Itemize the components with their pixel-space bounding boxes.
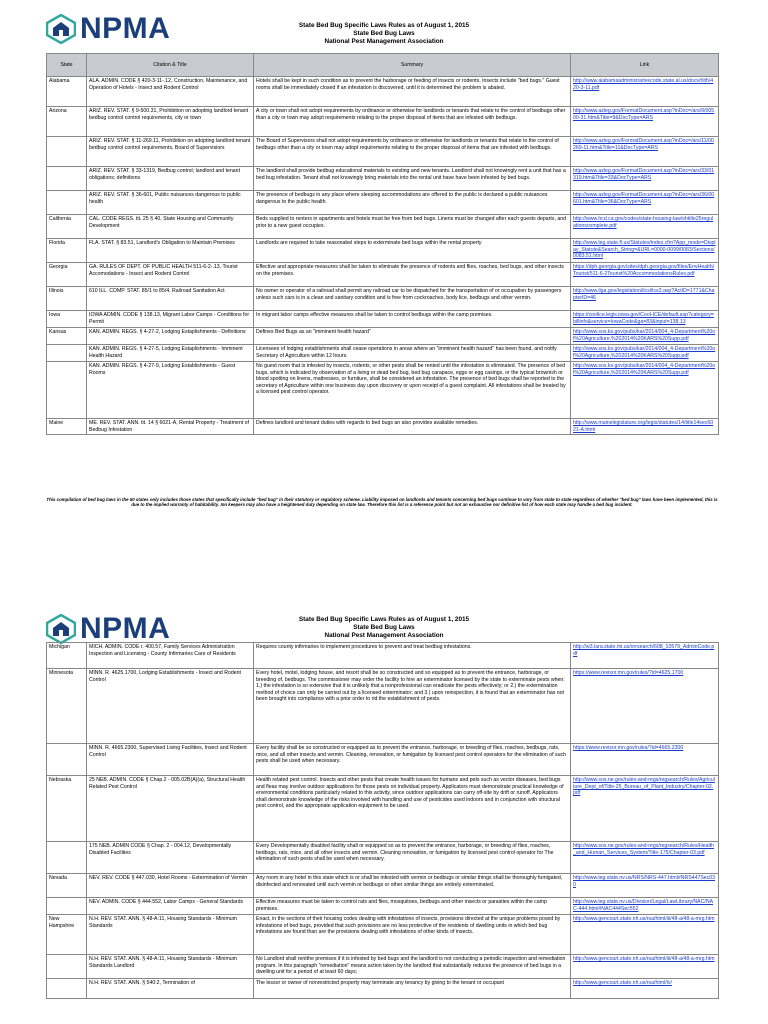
summary-cell: Requires county infirmaries to implement procedures to prevent and treat bedbug infestations. xyxy=(254,643,571,669)
summary-cell: No guest room that is infested by insects, rodents, or other pests shall be rented until the infestation is eliminated. The presence of bed bugs, which is indicated by observation of a living or dead bed bug, bed bug carapace, eggs or egg casings, or the typical brownish or blood spotting on linens, mattresses, or furniture, shall be considered an infestation. The presence of bed bugs shall be reported to the secretary of Agriculture within one business day upon discovery or upon receipt of a guest complaint. All infestations shall be treated by a licensed pest control operator. xyxy=(254,362,571,419)
table-row xyxy=(47,898,719,915)
link-cell[interactable]: http://www.leg.state.nv.us/NRS/NRS-447.html#NRS447Sec030 xyxy=(571,874,719,898)
state-cell: Nebraska xyxy=(47,776,87,842)
summary-cell: The presence of bedbugs in any place where sleeping accommodations are offered to the public is declared a public nuisances dangerous to the public health. xyxy=(254,191,571,215)
citation-cell: KAN. ADMIN. REGS. § 4-27-2, Lodging Estaplishments - Definitions xyxy=(87,328,254,345)
state-cell: Illinois xyxy=(47,287,87,311)
citation-cell: N.H. REV. STAT. ANN. § 48-A:11, Housing Standards - Minimum Standards xyxy=(87,915,254,955)
state-cell xyxy=(47,167,87,191)
table-row xyxy=(47,167,719,191)
citation-cell: ARIZ. REV. STAT. § 9-500.31, Prohibition on adopting landlord tenant bedbug control control requirements, city or town xyxy=(87,107,254,137)
citation-cell: ME. REV. STAT. ANN. tit. 14 § 6021-A, Rental Property - Treatment of Bedbug Infestation xyxy=(87,419,254,435)
citation-cell: ARIZ. REV. STAT. § 33-1319, Bedbug control; landlord and tenant obligations; definitions xyxy=(87,167,254,191)
logo-text: NPMA xyxy=(80,612,171,645)
citation-cell: ARIZ. REV. STAT. § 36-601, Public nuisances dangerous to public health xyxy=(87,191,254,215)
summary-cell: No Landlord shall rentthe premises if it is infested by bed bugs and the landlord is not conducting a periodic inspection and remediation program. In this paragraph "remediation" means action taken by the landlord that substantially reduces the presence of bed bugs in a dwelling unit for a period of at least 60 days; xyxy=(254,955,571,979)
citation-cell: MICH. ADMIN. CODE r. 400.57, Family Services Administration Inspection and Licensing - County Infirmaries Care of Residents xyxy=(87,643,254,669)
header-subtitle: State Bed Bug Laws xyxy=(353,30,415,37)
state-cell: California xyxy=(47,215,87,239)
summary-cell: Health related pest control. Insects and other pests that create health issues for humans and pets such as vector diseases, bed bugs and fleas may involve outdoor applications for those pests on individual property. Applicators must demonstrate practical knowledge of environmental conditions particularly related to this activity, since outdoor applications can carry off-site by drift or runoff. Applicators shall demonstrate knowledge of the risks involved with handling and use of pesticides used indoors and in conjunction with structural pest control, and the appropriate application equipment to be used. xyxy=(254,776,571,842)
table-row xyxy=(47,362,719,419)
logo-text: NPMA xyxy=(80,12,171,45)
summary-cell: Effective measures must be taken to control rats and flies, mosquitoes, bedbugs and other insects or parasites within the camp premises. xyxy=(254,898,571,915)
summary-cell: The lessor or owner of nonrestricted property may terminate any tenancy by giving to the tenant or occupant xyxy=(254,979,571,999)
state-cell: Minnesota xyxy=(47,669,87,744)
table-row xyxy=(47,137,719,167)
table-row xyxy=(47,419,719,435)
state-cell: Florida xyxy=(47,239,87,263)
citation-cell: CAL. CODE REGS. tit. 25 § 40, State Housing and Community Development xyxy=(87,215,254,239)
citation-cell: ALA. ADMIN. CODE § 420-3-11-.12, Construction, Maintenance, and Operation of Hotels - Insect and Rodent Control xyxy=(87,77,254,107)
citation-cell: NEV. ADMIN. CODE § 444.552, Labor Camps - General Standards xyxy=(87,898,254,915)
summary-cell: Landlords are required to take reasonabel steps to exterminate bed bugs within the rental property xyxy=(254,239,571,263)
summary-cell: Every hotel, motel, lodging house, and resort shall be so constructed and so equipped as to prevent the entrance, harborage, or breeding of, bedbugs. The commissioner may order the facility to hire an exterminator licensed by the state to exterminate pests when: 1.) the infestation is so extensive that it is unlikely that a nonprofessional can eradicate the pests effectively; or 2.) the extermination method of choice can only be carried out by a licensed exterminator; and 3.) upon reinspection, it is found that an exterminator has not been brought into compliance with a prior order to rid the establishment of pests. xyxy=(254,669,571,744)
summary-cell: Beds supplied to renters in apartments and hotels must be free from bed bugs. Linens must be changed after each guests departs, and prior to a new guest occupies. xyxy=(254,215,571,239)
link-cell[interactable]: http://www.azleg.gov/FormatDocument.asp?inDoc=/ars/33/01319.htm&Title=33&DocType=ARS xyxy=(571,167,719,191)
header-org: National Pest Management Association xyxy=(324,632,444,639)
link-cell[interactable]: https://dph.georgia.gov/sites/dph.georgia.gov/files/EnvHealth/Tourist/511-6-2Tourist%20AccommodationsRules.pdf xyxy=(571,263,719,287)
summary-cell: Licensees of lodging establishments shall cease operations in areas where an "imminent health hazard" has been found, and notify Secretary of Agriculture within 12 hours. xyxy=(254,345,571,362)
table-row xyxy=(47,191,719,215)
link-cell[interactable]: https://www.revisor.mn.gov/rules/?id=4625.1700 xyxy=(571,669,719,744)
link-cell[interactable]: http://www.ilga.gov/legislation/ilcs/ilcs3.asp?ActID=1771&ChapterID=46 xyxy=(571,287,719,311)
summary-cell: Enact, in the sections of their housing codes dealing with infestations of insects, provisions directed at the unique problems posed by infestations of bed bugs, provided that such provisions are no less protective of the residents of dwelling units in which bed bug infestations are found than are the provisions dealing with infestations of other kinds of insects. xyxy=(254,915,571,955)
state-cell xyxy=(47,362,87,419)
citation-cell: KAN. ADMIN. REGS. § 4-27-5, Lodging Estaplishments - Imminent Health Hazard xyxy=(87,345,254,362)
link-cell[interactable]: http://w3.lara.state.mi.us/orrsearch/608_10579_AdminCode.pdf xyxy=(571,643,719,669)
header-title: State Bed Bug Specific Laws Rules as of August 1, 2015 xyxy=(298,616,470,623)
table-row xyxy=(47,669,719,744)
table-row xyxy=(47,215,719,239)
summary-cell: Hotels shall be kept in such condition as to prevent the harborage or feeding of insects or rodents, Insects include "bed bugs." Guest rooms shall be immediately closed if an infestation is discovered, until it is determined the problem is abated. xyxy=(254,77,571,107)
state-cell xyxy=(47,191,87,215)
table-row xyxy=(47,643,719,669)
citation-cell: N.H. REV. STAT. ANN. § 540:2, Termination of xyxy=(87,979,254,999)
state-cell: Alabama xyxy=(47,77,87,107)
state-cell xyxy=(47,137,87,167)
header-title: State Bed Bug Specific Laws Rules as of August 1, 2015 xyxy=(298,22,470,29)
link-cell[interactable]: http://www.azleg.gov/FormatDocument.asp?inDoc=/ars/9/00500-31.htm&Title=9&DocType=ARS xyxy=(571,107,719,137)
table-row xyxy=(47,107,719,137)
link-cell[interactable]: http://www.sos.ks.gov/pubs/kar/2014/004_4-Department%20of%20Agriculture,%202014%20KARS%20Supp.pdf xyxy=(571,362,719,419)
link-cell[interactable]: http://www.hcd.ca.gov/codes/state-housing-law/shtitle25regulationscomplete.pdf xyxy=(571,215,719,239)
bed-bug-laws-table-page-2 xyxy=(46,642,719,999)
summary-cell: In migrant labor camps effective measures shall be taken to control bedbugs within the camp premises. xyxy=(254,311,571,328)
summary-cell: Effective and appropriate measures shall be taken to eliminate the presence of rodents and flies, roaches, bed bugs, and other insects on the premises. xyxy=(254,263,571,287)
link-cell[interactable]: http://www.azleg.gov/FormatDocument.asp?inDoc=/ars/36/00601.htm&Title=36&DocType=ARS xyxy=(571,191,719,215)
footnote: This compilation of bed bug laws in the 50 states only includes those states that specifically include "bed bug" in their statutory or regulatory scheme. Liability imposed on landlords and tenants concerning bed bugs continue to vary from state to state regardless of whether "bed bug" laws have been implemented, this is due to the implied warranty of habitability. Inn keepers may also have a heightened duty depending on state law. Therefore this list is a reference point but not an exhaustive nor definitive list of how each state may handle a bed bug incident. xyxy=(46,497,718,508)
summary-cell: Every Developmentally disabled facility shall or equipped so as to prevent the entrance, harborage, or breeding of flies, roaches, bedbugs, rats, mice, and all other insects and vermin. Cleaning renovation, or fumigation by licensed pest control operator for The elimination of such pests shall be used when necessary. xyxy=(254,842,571,874)
citation-cell: 610 ILL. COMP. STAT. 85/1 to 85/4, Railroad Sanitation Act xyxy=(87,287,254,311)
table-row xyxy=(47,955,719,979)
table-row xyxy=(47,345,719,362)
header-org: National Pest Management Association xyxy=(324,38,444,45)
document-header-page-2 xyxy=(0,616,768,640)
link-cell[interactable]: http://www.sos.ks.gov/pubs/kar/2014/004_4-Department%20of%20Agriculture,%202014%20KARS%20Supp.pdf xyxy=(571,328,719,345)
table-row xyxy=(47,979,719,999)
citation-cell: FLA. STAT. § 83.51, Landlord's Obligation to Maintain Premises xyxy=(87,239,254,263)
state-cell: Nevada xyxy=(47,874,87,898)
table-row xyxy=(47,915,719,955)
table-row xyxy=(47,311,719,328)
link-cell[interactable]: http://www.sos.ne.gov/rules-and-regs/regsearch/Rules/Health_and_Human_Services_System/Title-175/Chapter-03.pdf xyxy=(571,842,719,874)
header-subtitle: State Bed Bug Laws xyxy=(353,624,415,631)
summary-cell: No owner or operator of a railroad shall permit any railroad car to be dispatched for the transportation of or occupation by passengers unless such cars is in a clean and sanitary condition and is free from cockroaches, body lice, bedbugs and other vermin. xyxy=(254,287,571,311)
link-cell[interactable]: http://www.gencourt.state.nh.us/rsa/html/iii/48-a/48-a-mrg.htm xyxy=(571,955,719,979)
link-cell[interactable]: https://coolice.legis.iowa.gov/Cool-ICE/default.asp?category=billinfo&service=IowaCode&ga=83&input=138.13 xyxy=(571,311,719,328)
column-header-summary: Summary xyxy=(254,54,571,77)
link-cell[interactable]: http://www.mainelegislature.org/legis/statutes/14/title14sec6021-A.html xyxy=(571,419,719,435)
state-cell: New Hampshire xyxy=(47,915,87,955)
summary-cell: A city or town shall not adopt requirements by ordinance or otherwise for landlords or tenants that relate to the control of bedbugs other than a city or town may adopt requirements relating to the proper disposal of items that are infested with bedbugs. xyxy=(254,107,571,137)
citation-cell: NEV. REV. CODE § 447.030, Hotel Rooms - Extermination of Vermin xyxy=(87,874,254,898)
citation-cell: 175 NEB. ADMIN CODE § Chap. 2 - 004.12, Developmentally Disabled Facilities xyxy=(87,842,254,874)
state-cell xyxy=(47,898,87,915)
state-cell: Michigan xyxy=(47,643,87,669)
citation-cell: MINN. R. 4665.2300, Supervised Living Facilities, Insect and Rodent Control xyxy=(87,744,254,776)
column-header-state: State xyxy=(47,54,87,77)
summary-cell: Any room in any hotel in this state which is or shall be infested with vermin or bedbugs or similar things shall be thoroughly fumigated, disinfected and renovated until such vermin or bedbugs or other similar things are entirely exterminated. xyxy=(254,874,571,898)
state-cell xyxy=(47,842,87,874)
table-row xyxy=(47,328,719,345)
table-row xyxy=(47,287,719,311)
citation-cell: N.H. REV. STAT. ANN. § 48-A:11, Housing Standards - Minimum Standards Landlord xyxy=(87,955,254,979)
citation-cell: 25 NEB. ADMIN. CODE § Chap.2 - 005.02B(A)(a), Structural Health Related Pest Control xyxy=(87,776,254,842)
link-cell[interactable]: http://www.leg.state.nv.us/Division/Legal/LawLibrary/NAC/NAC-444.html#NAC444Sec552 xyxy=(571,898,719,915)
summary-cell: Defines Bed Bugs as an "imminent health hazard" xyxy=(254,328,571,345)
state-cell xyxy=(47,979,87,999)
summary-cell: Defines landlord and tenant duties with regards to bed bugs an also provides available remedies. xyxy=(254,419,571,435)
summary-cell: The Board of Supervisors shall not adopt requirements by ordinance or otherwise for landlords or tenants that relate to the control of bedbugs other than a city or town may adopt requirements relating to the proper disposal of items that are infested with bedbugs. xyxy=(254,137,571,167)
link-cell[interactable]: http://www.alabamaadministrativecode.state.al.us/docs/hlth/420-3-11.pdf xyxy=(571,77,719,107)
table-row xyxy=(47,744,719,776)
state-cell xyxy=(47,744,87,776)
citation-cell: MINN. R. 4625.1700, Lodging Establishments - Insect and Rodent Control xyxy=(87,669,254,744)
state-cell: Maine xyxy=(47,419,87,435)
link-cell[interactable]: http://www.gencourt.state.nh.us/rsa/html/iii/48-a/48-a-mrg.htm xyxy=(571,915,719,955)
link-cell[interactable]: http://www.gencourt.state.nh.us/rsa/html/lv/ xyxy=(571,979,719,999)
state-cell: Iowa xyxy=(47,311,87,328)
link-cell[interactable]: http://www.sos.ne.gov/rules-and-regs/regsearch/Rules/Agriculture_Dept_of/Title-25_Bureau_of_Plant_Industry/Chapter-02.pdf xyxy=(571,776,719,842)
table-row xyxy=(47,77,719,107)
state-cell xyxy=(47,345,87,362)
summary-cell: The landlord shall provide bedbug educational materials to existing and new tenants. Landlord shall not knowingly rent a unit that has a bed bug infestation. Tenant shall not knowingly bring materials into the rental unit have have been infested by bed bugs. xyxy=(254,167,571,191)
state-cell: Arizona xyxy=(47,107,87,137)
link-cell[interactable]: http://www.azleg.gov/FormatDocument.asp?inDoc=/ars/11/00269-11.htm&Title=11&DocType=ARS xyxy=(571,137,719,167)
link-cell[interactable]: https://www.revisor.mn.gov/rules/?id=4665.2300 xyxy=(571,744,719,776)
summary-cell: Every facility shall be so constructed or equipped as to prevent the entrance, harborage, or breeding of flies, roaches, bedbugs, rats, mice, and all other insects and vermin. Cleaning, renovation, or fumigation by licensed pest control operators for the elimination of such pests shall be used when necessary. xyxy=(254,744,571,776)
bed-bug-laws-table xyxy=(46,53,719,435)
state-cell xyxy=(47,955,87,979)
link-cell[interactable]: http://www.leg.state.fl.us/Statutes/index.cfm?App_mode=Display_Statute&Search_String=&URL=0000-0099/0083/Sections/0083.51.html xyxy=(571,239,719,263)
column-header-link: Link xyxy=(571,54,719,77)
document-header xyxy=(0,22,768,46)
table-header-row xyxy=(47,54,719,77)
citation-cell: IOWA ADMIN. CODE § 138.13, Migrant Labor Camps - Conditions for Permit xyxy=(87,311,254,328)
citation-cell: GA. RULES OF DEPT. OF PUBLIC HEALTH 511-6-2-.13, Tourist Accomodations - Insect and Rodent Control xyxy=(87,263,254,287)
citation-cell: KAN. ADMIN. REGS. § 4-27-9, Lodging Establishments - Guest Rooms xyxy=(87,362,254,419)
table-row xyxy=(47,239,719,263)
link-cell[interactable]: http://www.sos.ks.gov/pubs/kar/2014/004_4-Department%20of%20Agriculture,%202014%20KARS%20Supp.pdf xyxy=(571,345,719,362)
table-row xyxy=(47,842,719,874)
table-row xyxy=(47,874,719,898)
page-2-table-clip xyxy=(0,642,768,1024)
column-header-citation: Citation & Title xyxy=(87,54,254,77)
citation-cell: ARIZ. REV. STAT. § 11-269.11, Prohibition on adopting landlord tenant bedbug control control requirements, Board of Supervisiors xyxy=(87,137,254,167)
state-cell: Kansas xyxy=(47,328,87,345)
table-row xyxy=(47,776,719,842)
table-row xyxy=(47,263,719,287)
state-cell: Georgia xyxy=(47,263,87,287)
